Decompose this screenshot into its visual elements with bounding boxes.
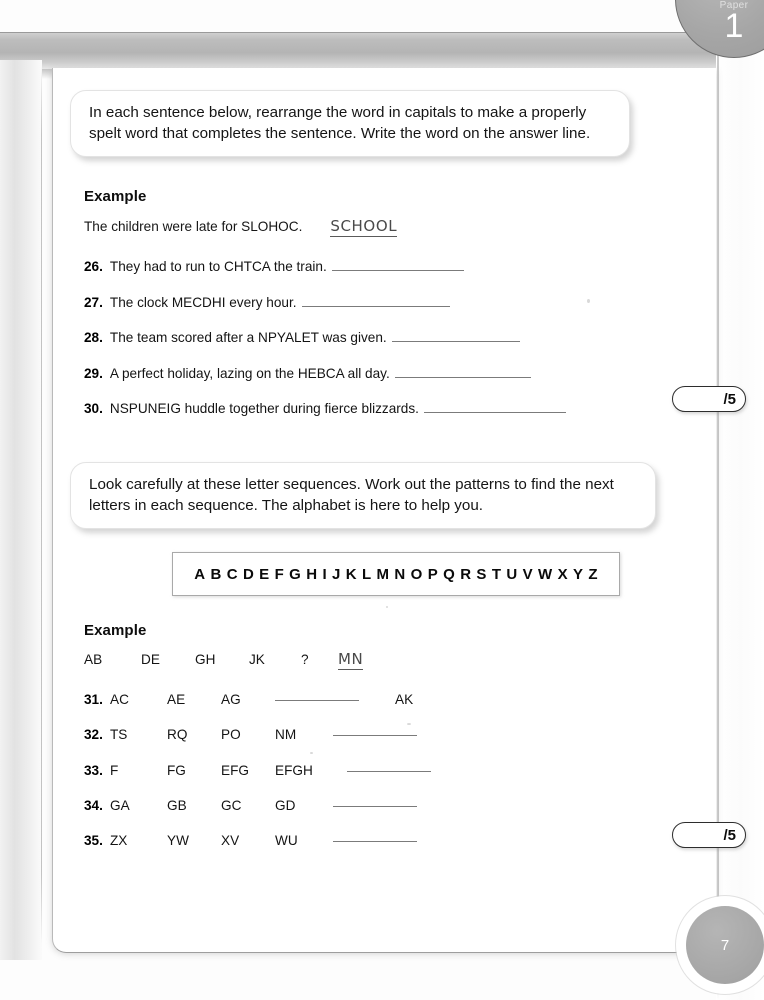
question-number-35: 35. — [84, 833, 103, 848]
question-text-27: The clock MECDHI every hour. — [109, 295, 297, 310]
answer-blank-34[interactable] — [333, 806, 417, 807]
alphabet-letter-E: E — [259, 565, 270, 583]
example-heading-sequences: Example — [84, 622, 147, 639]
question-number-34: 34. — [84, 798, 103, 813]
sequence-cell-33-3: EFG — [221, 763, 249, 778]
sequence-cell-33-4: EFGH — [275, 763, 313, 778]
question-text-28: The team scored after a NPYALET was given. — [109, 330, 387, 345]
example-cell-3: GH — [195, 652, 216, 667]
page-number-text: 7 — [720, 936, 730, 954]
alphabet-letter-S: S — [476, 565, 487, 583]
sequence-cell-32-3: PO — [221, 727, 241, 742]
chapter-badge-number: 1 — [724, 7, 744, 45]
example-heading-spelling: Example — [84, 188, 147, 205]
answer-blank-35[interactable] — [333, 841, 417, 842]
question-row-31 — [84, 692, 413, 707]
answer-blank-33[interactable] — [347, 771, 431, 772]
instruction-box-sequences: Look carefully at these letter sequences. Work out the patterns to find the next letters in each sequence. The alphabet is here to help you. — [70, 462, 656, 529]
question-number-32: 32. — [84, 727, 103, 742]
question-number-27: 27. — [84, 295, 103, 310]
alphabet-letter-F: F — [274, 565, 284, 583]
question-number-29: 29. — [84, 366, 103, 381]
sequence-cell-35-1: ZX — [110, 833, 128, 848]
alphabet-letter-I: I — [322, 565, 327, 583]
question-row-29 — [84, 366, 531, 381]
alphabet-letter-H: H — [306, 565, 318, 583]
alphabet-letter-A: A — [194, 565, 206, 583]
alphabet-letter-O: O — [410, 565, 423, 583]
sequence-cell-32-1: TS — [110, 727, 128, 742]
alphabet-letter-Z: Z — [588, 565, 598, 583]
sequence-cell-34-3: GC — [221, 798, 242, 813]
question-text-26: They had to run to CHTCA the train. — [109, 259, 327, 274]
book-edge-left — [0, 60, 42, 960]
question-number-30: 30. — [84, 401, 103, 416]
sequence-trailing-31: AK — [395, 692, 414, 707]
alphabet-letter-K: K — [345, 565, 357, 583]
example-cell-1: AB — [84, 652, 103, 667]
page-number-badge — [686, 906, 764, 984]
question-row-30 — [84, 401, 566, 416]
example-cell-question-mark: ? — [301, 652, 309, 667]
sequence-cell-34-4: GD — [275, 798, 296, 813]
alphabet-letter-N: N — [394, 565, 406, 583]
question-row-28 — [84, 330, 520, 345]
question-row-35 — [84, 833, 417, 848]
answer-line-26[interactable] — [332, 270, 464, 271]
answer-line-28[interactable] — [392, 341, 520, 342]
alphabet-letter-L: L — [361, 565, 372, 583]
example-answer-sequences: MN — [338, 650, 364, 668]
answer-line-30[interactable] — [424, 412, 566, 413]
question-number-28: 28. — [84, 330, 103, 345]
alphabet-letter-X: X — [557, 565, 568, 583]
question-number-26: 26. — [84, 259, 103, 274]
sequence-cell-35-2: YW — [167, 833, 189, 848]
sequence-cell-32-4: NM — [275, 727, 297, 742]
score-box-section-1[interactable]: /5 — [672, 386, 746, 412]
question-number-31: 31. — [84, 692, 103, 707]
question-text-30: NSPUNEIG huddle together during fierce blizzards. — [109, 401, 419, 416]
question-row-33 — [84, 763, 431, 778]
answer-line-29[interactable] — [395, 377, 531, 378]
sequence-cell-31-2: AE — [167, 692, 186, 707]
question-row-34 — [84, 798, 417, 813]
question-text-29: A perfect holiday, lazing on the HEBCA all day. — [109, 366, 390, 381]
scan-speck — [407, 723, 411, 725]
alphabet-letter-C: C — [226, 565, 238, 583]
scan-speck — [587, 299, 590, 303]
answer-blank-31[interactable] — [275, 700, 359, 701]
alphabet-letter-M: M — [376, 565, 390, 583]
sequence-cell-31-1: AC — [110, 692, 129, 707]
page-right-fold-line — [717, 0, 719, 1000]
example-cell-4: JK — [249, 652, 265, 667]
sequence-cell-32-2: RQ — [167, 727, 188, 742]
sequence-cell-35-3: XV — [221, 833, 240, 848]
sequence-cell-33-2: FG — [167, 763, 186, 778]
alphabet-letter-V: V — [522, 565, 533, 583]
sequence-cell-31-3: AG — [221, 692, 241, 707]
alphabet-letter-J: J — [332, 565, 341, 583]
alphabet-letter-R: R — [460, 565, 472, 583]
example-row-sequences — [84, 652, 363, 670]
question-row-26 — [84, 259, 464, 274]
example-answer-spelling: SCHOOL — [330, 217, 398, 235]
book-edge-top — [0, 32, 716, 69]
score-box-section-2[interactable]: /5 — [672, 822, 746, 848]
answer-blank-32[interactable] — [333, 735, 417, 736]
question-number-33: 33. — [84, 763, 103, 778]
example-cell-2: DE — [141, 652, 160, 667]
example-row-spelling — [84, 219, 397, 237]
alphabet-letter-Y: Y — [572, 565, 584, 583]
alphabet-letter-Q: Q — [443, 565, 455, 583]
scan-speck — [386, 606, 388, 608]
alphabet-letter-P: P — [427, 565, 438, 583]
alphabet-letter-B: B — [210, 565, 222, 583]
alphabet-letter-G: G — [289, 565, 302, 583]
sequence-cell-33-1: F — [110, 763, 119, 778]
page-right-margin — [716, 0, 764, 1000]
question-row-32 — [84, 727, 417, 742]
chapter-badge-label: Paper — [719, 0, 749, 11]
sequence-cell-34-2: GB — [167, 798, 187, 813]
alphabet-letter-T: T — [491, 565, 502, 583]
alphabet-letter-D: D — [242, 565, 254, 583]
instruction-box-spelling: In each sentence below, rearrange the word in capitals to make a properly spelt word that completes the sentence. Write the word on the answer line. — [70, 90, 630, 157]
scan-speck — [310, 752, 313, 754]
book-edge-left-crease — [41, 64, 42, 944]
sequence-cell-35-4: WU — [275, 833, 298, 848]
alphabet-strip — [192, 566, 601, 583]
answer-line-27[interactable] — [302, 306, 450, 307]
alphabet-letter-U: U — [506, 565, 518, 583]
question-row-27 — [84, 295, 450, 310]
sequence-cell-34-1: GA — [110, 798, 130, 813]
alphabet-reference-box — [172, 552, 620, 596]
example-sentence-spelling: The children were late for SLOHOC. — [84, 219, 303, 234]
alphabet-letter-W: W — [538, 565, 553, 583]
